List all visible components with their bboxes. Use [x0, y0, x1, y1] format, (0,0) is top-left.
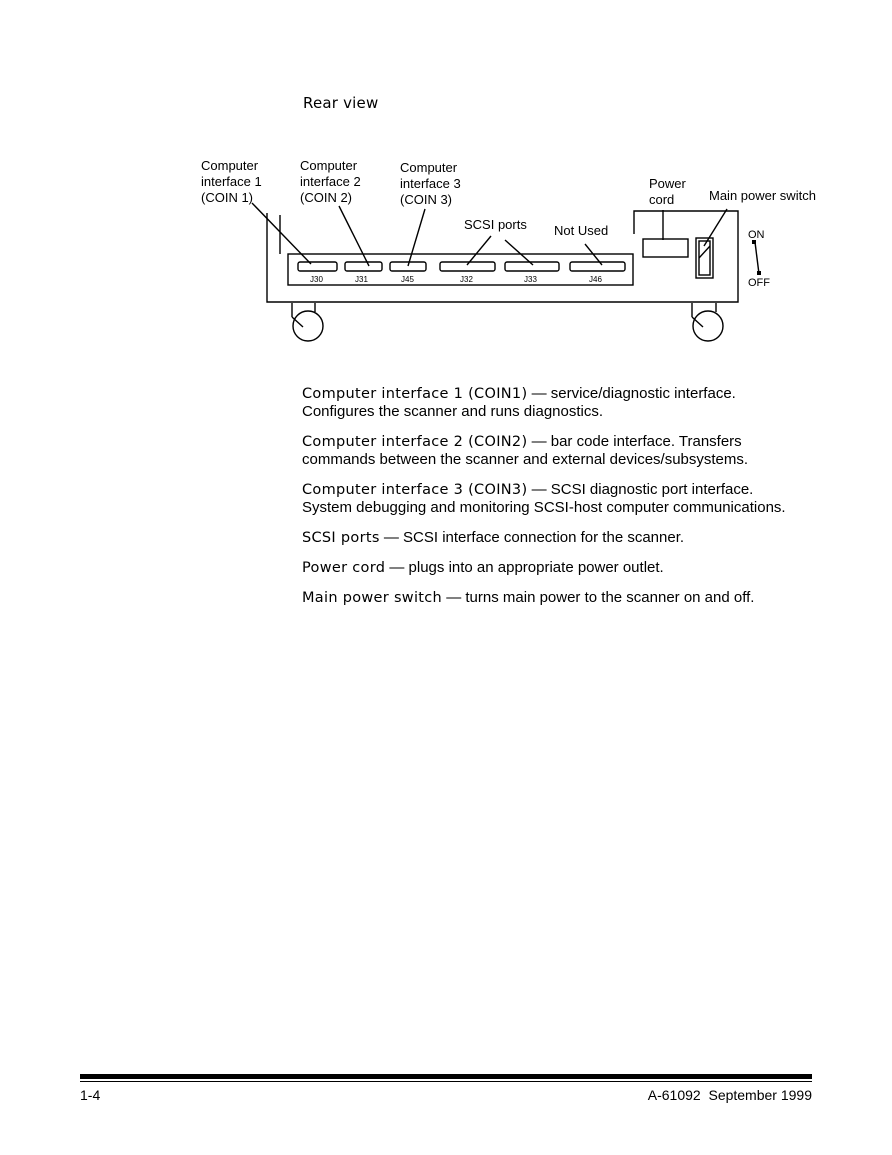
- description-text: — turns main power to the scanner on and off.: [442, 589, 755, 606]
- power-cord-socket: [643, 239, 688, 257]
- connector-j31: [345, 262, 382, 271]
- callout-coin1: Computer interface 1 (COIN 1): [201, 158, 262, 205]
- leader-coin1: [252, 203, 311, 264]
- leader-coin3: [408, 209, 425, 266]
- footer-rule-thick: [80, 1074, 812, 1079]
- callout-power-cord: Power cord: [649, 176, 686, 207]
- connector-label-j46: J46: [589, 275, 602, 284]
- description-item: [302, 481, 802, 517]
- connector-label-j45: J45: [401, 275, 414, 284]
- description-item: [302, 559, 802, 577]
- connector-label-j30: J30: [310, 275, 323, 284]
- description-term: Computer interface 2 (COIN2): [302, 434, 528, 450]
- description-term: Power cord: [302, 560, 386, 576]
- description-term: Main power switch: [302, 590, 443, 606]
- description-item: [302, 589, 802, 607]
- description-item: [302, 433, 802, 469]
- right-caster: [692, 303, 723, 341]
- description-item: [302, 529, 802, 547]
- left-caster: [292, 303, 323, 341]
- description-term: Computer interface 1 (COIN1): [302, 386, 528, 402]
- leader-scsi-2: [505, 240, 533, 265]
- connector-label-j31: J31: [355, 275, 368, 284]
- description-term: SCSI ports: [302, 530, 380, 546]
- connector-label-j32: J32: [460, 275, 473, 284]
- description-item: [302, 385, 802, 421]
- description-term: Computer interface 3 (COIN3): [302, 482, 528, 498]
- description-text: — SCSI diagnostic port interface. System debugging and monitoring SCSI-host computer communications.: [302, 481, 786, 516]
- leader-coin2: [339, 206, 369, 266]
- connector-label-j33: J33: [524, 275, 537, 284]
- connector-j46: [570, 262, 625, 271]
- document-info: A-61092 September 1999: [647, 1087, 812, 1103]
- callout-coin3: Computer interface 3 (COIN 3): [400, 160, 461, 207]
- switch-on-label: ON: [748, 229, 765, 241]
- footer-rule-thin: [80, 1081, 812, 1082]
- connector-j45: [390, 262, 426, 271]
- callout-coin2: Computer interface 2 (COIN 2): [300, 158, 361, 205]
- description-text: — bar code interface. Transfers commands between the scanner and external devices/subsystems.: [302, 433, 749, 468]
- on-off-indicator: [755, 242, 759, 274]
- callout-scsi-ports: SCSI ports: [464, 217, 527, 232]
- switch-off-label: OFF: [748, 277, 770, 289]
- description-text: — SCSI interface connection for the scanner.: [379, 529, 685, 546]
- leader-main-switch: [704, 209, 727, 246]
- figure-heading: Rear view: [303, 94, 379, 112]
- description-text: — plugs into an appropriate power outlet.: [385, 559, 664, 576]
- page-number: 1-4: [80, 1087, 101, 1103]
- callout-not-used: Not Used: [554, 223, 609, 238]
- description-list: [302, 385, 802, 619]
- connector-j30: [298, 262, 337, 271]
- callout-main-power-switch: Main power switch: [709, 188, 816, 203]
- leader-scsi-1: [467, 236, 491, 265]
- description-text: — service/diagnostic interface. Configures the scanner and runs diagnostics.: [302, 385, 736, 420]
